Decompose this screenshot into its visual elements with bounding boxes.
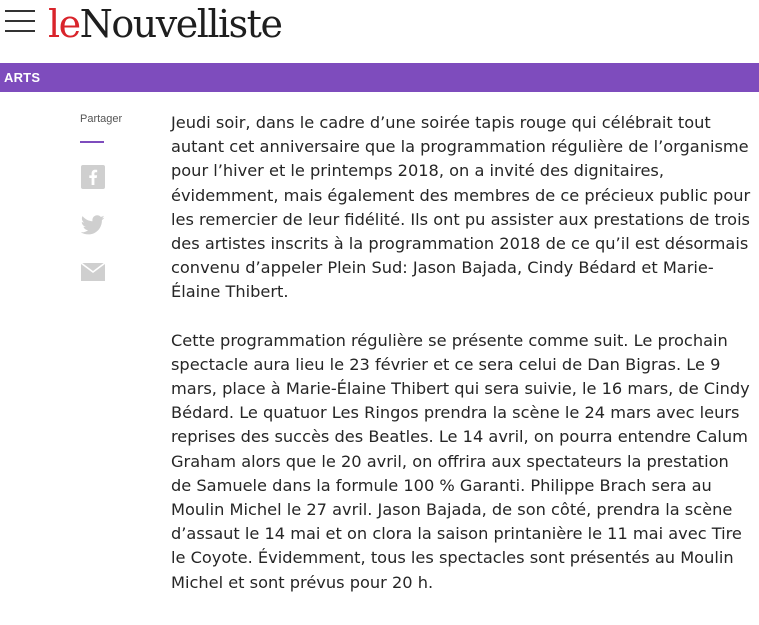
- share-label: Partager: [80, 113, 123, 125]
- logo-nouvelliste: Nouvelliste: [79, 2, 282, 46]
- menu-bar: [5, 20, 35, 22]
- menu-bar: [5, 30, 35, 32]
- site-logo[interactable]: [48, 2, 281, 46]
- email-icon[interactable]: [81, 263, 105, 287]
- section-link-arts[interactable]: ARTS: [4, 70, 41, 85]
- site-header: [0, 0, 759, 62]
- share-divider: [80, 141, 104, 143]
- facebook-icon[interactable]: [81, 165, 105, 189]
- logo-le: le: [48, 2, 80, 46]
- share-panel: [80, 113, 140, 143]
- section-bar: [0, 63, 759, 92]
- hamburger-menu-icon[interactable]: [5, 10, 35, 32]
- article-paragraph: Jeudi soir, dans le cadre d’une soirée tapis rouge qui célébrait tout autant cet anniversaire que la programmation régulière de l’organisme pour l’hiver et le printemps 2018, on a invité des dignitaires, évidemment, mais également des membres de ce précieux public pour les remercier de leur fidélité. Ils ont pu assister aux prestations de trois des artistes inscrits à la programmation 2018 de ce qu’il est désormais convenu d’appeler Plein Sud: Jason Bajada, Cindy Bédard et Marie-Élaine Thibert.: [171, 113, 751, 302]
- twitter-icon[interactable]: [81, 215, 105, 239]
- article-paragraph: Cette programmation régulière se présente comme suit. Le prochain spectacle aura lieu le 23 février et ce sera celui de Dan Bigras. Le 9 mars, place à Marie-Élaine Thibert qui sera suivie, le 16 mars, de Cindy Bédard. Le quatuor Les Ringos prendra la scène le 24 mars avec leurs reprises des succès des Beatles. Le 14 avril, on pourra entendre Calum Graham alors que le 20 avril, on offrira aux spectateurs la prestation de Samuele dans la formule 100 % Garanti. Philippe Brach sera au Moulin Michel le 27 avril. Jason Bajada, de son côté, prendra la scène d’assaut le 14 mai et on clora la saison printanière le 11 mai avec Tire le Coyote. Évidemment, tous les spectacles sont présentés au Moulin Michel et sont prévus pour 20 h.: [171, 330, 750, 592]
- article-body: [171, 111, 754, 619]
- menu-bar: [5, 10, 35, 12]
